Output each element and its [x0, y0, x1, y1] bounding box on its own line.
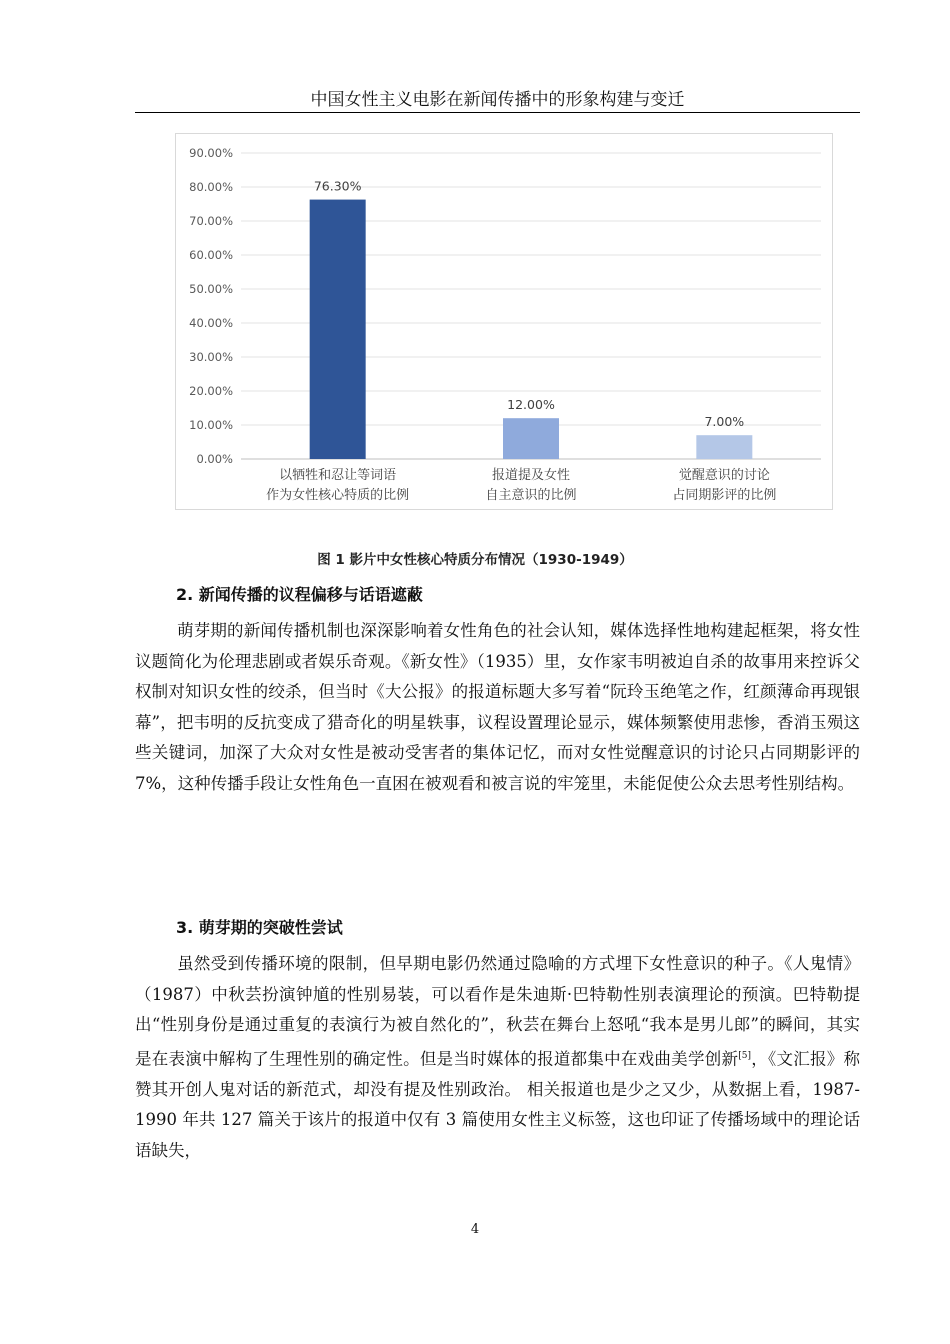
figure-caption: 图 1 影片中女性核心特质分布情况（1930-1949） [317, 552, 633, 568]
y-tick-label: 70.00% [189, 214, 233, 228]
section-heading-3: 3. 萌芽期的突破性尝试 [176, 918, 343, 937]
x-category-label: 作为女性核心特质的比例 [266, 488, 410, 503]
section-heading-2: 2. 新闻传播的议程偏移与话语遮蔽 [176, 585, 423, 604]
bar [503, 418, 559, 459]
bar-chart-svg [176, 134, 834, 511]
y-tick-label: 30.00% [189, 350, 233, 364]
data-label: 7.00% [704, 414, 745, 430]
page-number: 4 [470, 1222, 480, 1237]
y-tick-label: 20.00% [189, 384, 233, 398]
x-category-label: 占同期影评的比例 [672, 488, 777, 503]
paragraph-text-2: ，《文汇报》称赞其开创人鬼对话的新范式，却没有提及性别政治。 相关报道也是少之又少，从数据上看，1987-1990 年共 127 篇关于该片的报道中仅有 3 篇使用女性主义标签，这也印证了传播场域中的理论话语缺失， [135, 1049, 861, 1160]
paragraph-agenda: 萌芽期的新闻传播机制也深深影响着女性角色的社会认知，媒体选择性地构建起框架，将女性议题简化为伦理悲剧或者娱乐奇观。《新女性》（1935）里，女作家韦明被迫自杀的故事用来控诉父权制对知识女性的绞杀，但当时《大公报》的报道标题大多写着“阮玲玉绝笔之作，红颜薄命再现银幕”，把韦明的反抗变成了猎奇化的明星轶事，议程设置理论显示，媒体频繁使用悲惨，香消玉殒这些关键词，加深了大众对女性是被动受害者的集体记忆，而对女性觉醒意识的讨论只占同期影评的 7%，这种传播手段让女性角色一直困在被观看和被言说的牢笼里，未能促使公众去思考性别结构。 [135, 621, 860, 793]
y-tick-label: 0.00% [196, 452, 233, 466]
x-category-label: 自主意识的比例 [485, 488, 577, 503]
bar [310, 200, 366, 459]
bar [696, 435, 752, 459]
citation-ref[interactable]: [5] [738, 1050, 751, 1061]
paragraph-text-1: 虽然受到传播环境的限制，但早期电影仍然通过隐喻的方式埋下女性意识的种子。《人鬼情》（1987）中秋芸扮演钟馗的性别易装，可以看作是朱迪斯·巴特勒性别表演理论的预演。巴特勒提出“性别身份是通过重复的表演行为被自然化的”，秋芸在舞台上怒吼“我本是男儿郎”的瞬间，其实是在表演中解构了生理性别的确定性。但是当时媒体的报道都集中在戏曲美学创新 [135, 954, 860, 1068]
y-tick-label: 60.00% [189, 248, 233, 262]
y-tick-label: 10.00% [189, 418, 233, 432]
y-tick-label: 80.00% [189, 180, 233, 194]
paragraph-breakthrough [135, 949, 860, 1166]
data-label: 12.00% [507, 397, 555, 413]
x-category-label: 以牺牲和忍让等词语 [279, 468, 397, 483]
x-category-label: 觉醒意识的讨论 [678, 468, 770, 483]
running-header-title: 中国女性主义电影在新闻传播中的形象构建与变迁 [310, 90, 685, 110]
x-category-label: 报道提及女性 [491, 468, 571, 483]
y-tick-label: 40.00% [189, 316, 233, 330]
y-tick-label: 90.00% [189, 146, 233, 160]
y-tick-label: 50.00% [189, 282, 233, 296]
bar-chart [175, 133, 833, 510]
data-label: 76.30% [313, 178, 362, 194]
running-header [135, 88, 860, 113]
